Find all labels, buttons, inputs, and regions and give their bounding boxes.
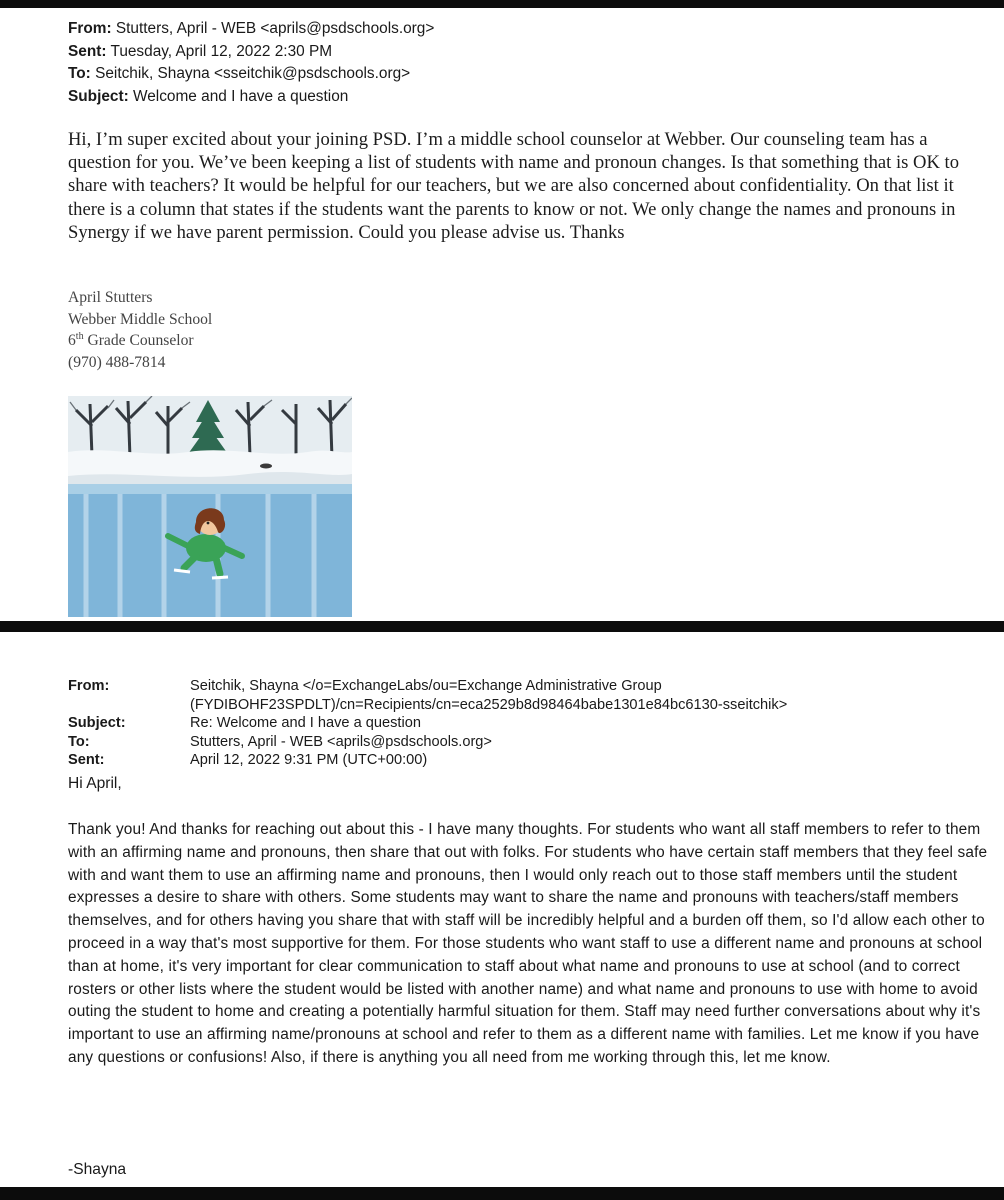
- email1-to-row: [68, 63, 968, 86]
- email2-from-label: From:: [68, 678, 110, 694]
- email1-sent: Tuesday, April 12, 2022 2:30 PM: [110, 42, 333, 60]
- email2-from-line2: (FYDIBOHF23SPDLT)/cn=Recipients/cn=eca2529b8d98464babe1301e84bc6130-sseitchik>: [190, 696, 788, 713]
- email1-sent-row: [68, 41, 968, 64]
- email1-subject-row: [68, 86, 968, 109]
- email1-from-row: [68, 18, 968, 41]
- email1-from: Stutters, April - WEB <aprils@psdschools.org>: [115, 20, 435, 37]
- signature-grade-num: 6: [68, 332, 76, 349]
- email2-header: [68, 677, 988, 770]
- email2-to: Stutters, April - WEB <aprils@psdschools.org>: [190, 733, 492, 750]
- signature-name: April Stutters: [68, 289, 153, 306]
- signature-grade-sup: th: [75, 331, 84, 342]
- email2-subject-label: Subject:: [68, 715, 126, 732]
- email2-body: Thank you! And thanks for reaching out about this - I have many thoughts. For students who want all staff members to refer to them with an affirming name and pronouns, then share that out with folks. For students who have certain staff members that they feel safe with and want them to use an affirming name and pronouns, then I would only reach out to those staff members until the student expresses a desire to share with others. Some students may want to share the name and pronouns with teachers/staff members themselves, and for others having you share that with staff will be incredibly helpful and a burden off them, so I'd allow each other to proceed in a way that's most supportive for them. For those students who want staff to use a different name and pronouns at school than at home, it's very important for clear communication to staff about what name and pronouns to use at school (and to correct rosters or other lists where the student would be listed with another name) and what name and pronouns to use with home to avoid outing the student to home and creating a potentially harmful situation for them. Staff may need further conversations about why it's important to use an affirming name/pronouns at school and refer to them as a different name with families. Let me know if you have any questions or confusions! Also, if there is anything you all need from me working through this, let me know.: [68, 821, 988, 1066]
- email2-closing: -Shayna: [68, 1161, 127, 1178]
- email2-subject: Re: Welcome and I have a question: [190, 715, 421, 732]
- email1-to-label: To:: [68, 65, 91, 83]
- email2-sent: April 12, 2022 9:31 PM (UTC+00:00): [190, 752, 428, 769]
- email1-subject-label: Subject:: [68, 87, 129, 105]
- email2-from-row: [68, 677, 988, 714]
- email1-sent-label: Sent:: [68, 42, 107, 60]
- top-border: [0, 0, 1004, 8]
- email1-from-label: From:: [68, 20, 112, 37]
- email1-body: Hi, I’m super excited about your joining PSD. I’m a middle school counselor at Webber. Our counseling team has a question for you. We’ve been keeping a list of students with name and pronoun changes. Is that something that is OK to share with teachers? It would be helpful for our teachers, but we are also concerned about confidentiality. On that list it there is a column that states if the students want the parents to know or not. We only change the names and pronouns in Synergy if we have parent permission. Could you please advise us. Thanks: [68, 129, 960, 243]
- signature-role: [68, 330, 212, 352]
- signature-phone: (970) 488-7814: [68, 353, 166, 371]
- email2-subject-row: [68, 714, 988, 733]
- email1-subject: Welcome and I have a question: [133, 87, 349, 105]
- email2-sent-row: [68, 751, 988, 770]
- email1-signature: [68, 287, 212, 373]
- signature-role-text: Grade Counselor: [83, 332, 194, 349]
- email1-header: [68, 18, 968, 108]
- email1-to: Seitchik, Shayna <sseitchik@psdschools.org>: [95, 65, 411, 83]
- bottom-border: [0, 1187, 1004, 1200]
- email2-greeting: Hi April,: [68, 775, 122, 792]
- ice-skater-illustration: [68, 396, 352, 617]
- email2-to-row: [68, 733, 988, 752]
- signature-school: Webber Middle School: [68, 310, 213, 328]
- email2-sent-label: Sent:: [68, 752, 105, 769]
- email2-from-line1: Seitchik, Shayna </o=ExchangeLabs/ou=Exchange Administrative Group: [190, 678, 662, 694]
- email2-to-label: To:: [68, 733, 90, 750]
- divider-bar: [0, 621, 1004, 632]
